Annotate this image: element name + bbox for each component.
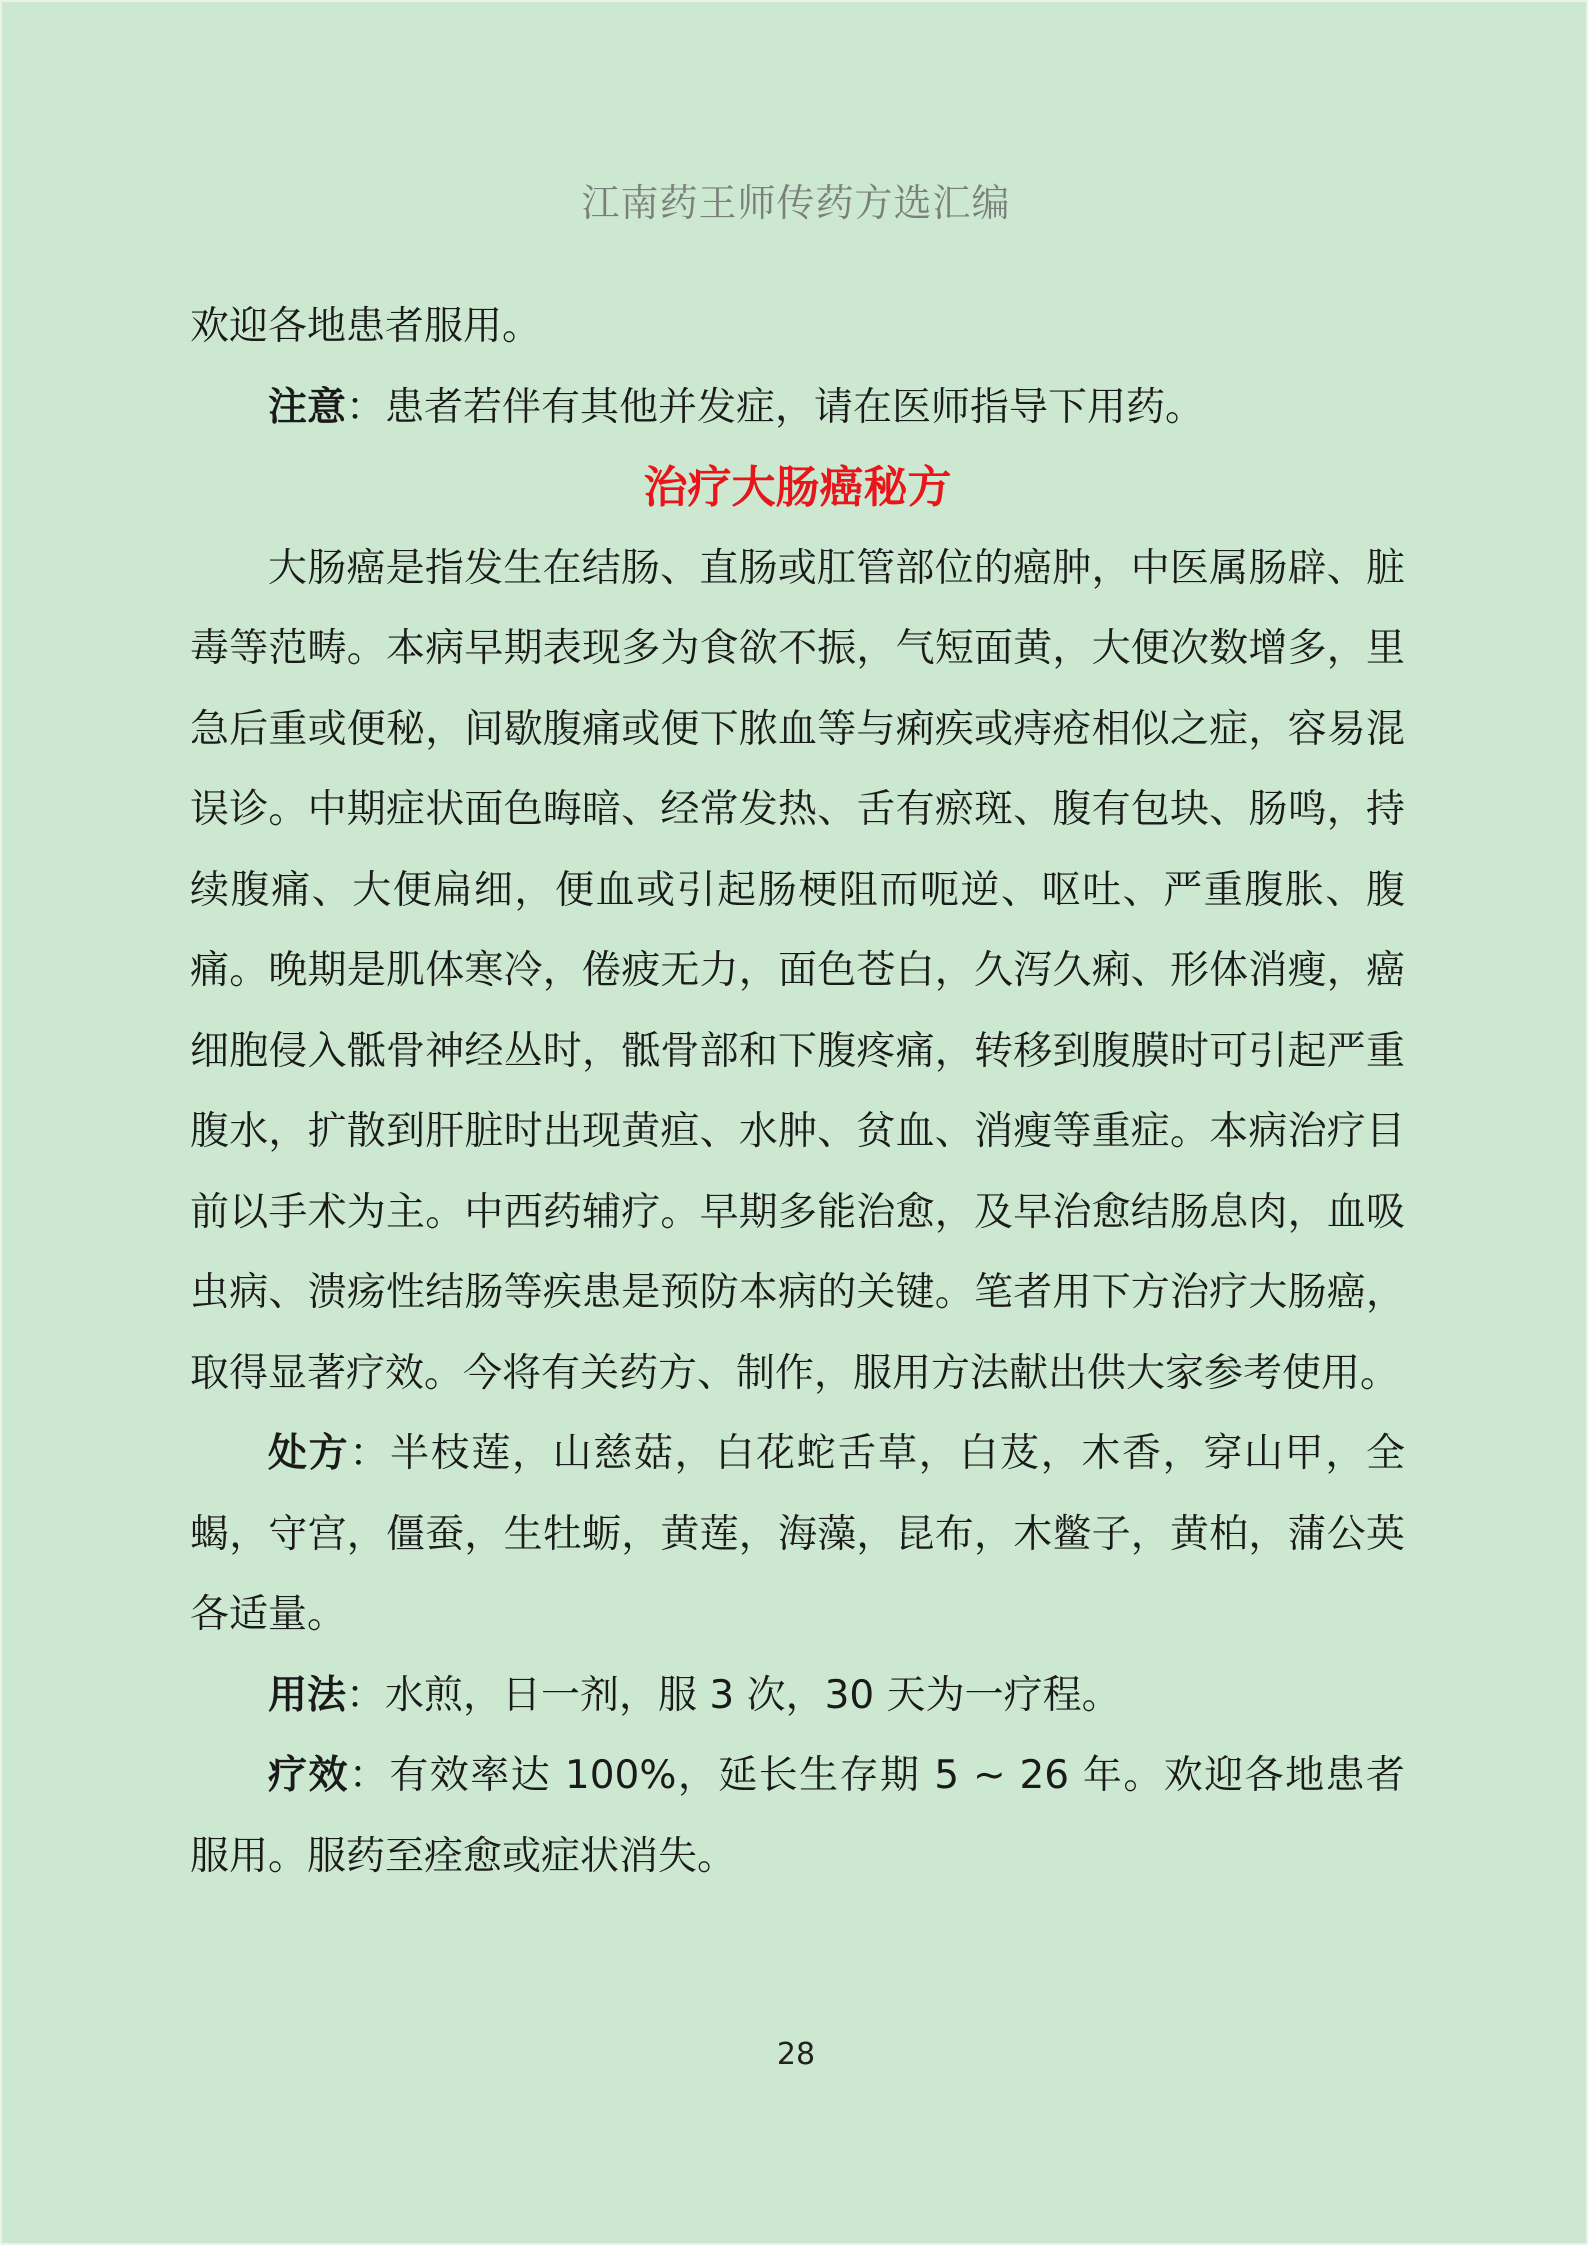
usage-text: ：水煎，日一剂，服 3 次，30 天为一疗程。 [346, 1672, 1121, 1718]
running-header: 江南药王师传药方选汇编 [581, 181, 1011, 225]
continuation-paragraph: 欢迎各地患者服用。 [190, 304, 542, 349]
efficacy-label: 疗效 [268, 1753, 349, 1798]
prescription-paragraph [190, 1414, 1405, 1656]
page-number: 28 [776, 2037, 816, 2072]
usage-label: 用法 [268, 1672, 347, 1718]
efficacy-paragraph [190, 1736, 1405, 1897]
efficacy-text: ：有效率达 100%，延长生存期 5 ~ 26 年。欢迎各地患者服用。服药至痊愈或症状消失。 [190, 1753, 1405, 1879]
page-content [190, 287, 1405, 1897]
usage-paragraph [190, 1656, 1405, 1737]
prescription-text: ：半枝莲，山慈菇，白花蛇舌草，白芨，木香，穿山甲，全蝎，守宫，僵蚕，生牡蛎，黄莲，海藻，昆布，木鳖子，黄柏，蒲公英各适量。 [190, 1431, 1405, 1637]
note-label: 注意 [268, 384, 347, 430]
note-text: ：患者若伴有其他并发症，请在医师指导下用药。 [346, 384, 1205, 430]
section-title: 治疗大肠癌秘方 [643, 462, 952, 513]
note-paragraph [190, 368, 1405, 449]
prescription-label: 处方 [268, 1431, 350, 1476]
description-paragraph: 大肠癌是指发生在结肠、直肠或肛管部位的癌肿，中医属肠辟、脏毒等范畴。本病早期表现多为食欲不振，气短面黄，大便次数增多，里急后重或便秘，间歇腹痛或便下脓血等与痢疾或痔疮相似之症，容易混误诊。中期症状面色晦暗、经常发热、舌有瘀斑、腹有包块、肠鸣，持续腹痛、大便扁细，便血或引起肠梗阻而呃逆、呕吐、严重腹胀、腹痛。晚期是肌体寒冷，倦疲无力，面色苍白，久泻久痢、形体消瘦，癌细胞侵入骶骨神经丛时，骶骨部和下腹疼痛，转移到腹膜时可引起严重腹水，扩散到肝脏时出现黄疸、水肿、贫血、消瘦等重症。本病治疗目前以手术为主。中西药辅疗。早期多能治愈，及早治愈结肠息肉，血吸虫病、溃疡性结肠等疾患是预防本病的关键。笔者用下方治疗大肠癌，取得显著疗效。今将有关药方、制作，服用方法献出供大家参考使用。 [190, 545, 1405, 1396]
